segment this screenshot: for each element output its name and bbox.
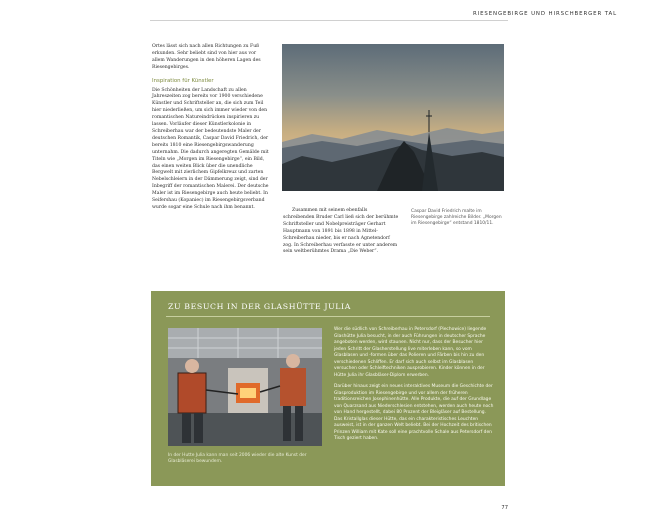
intro-paragraph: Ortes lässt sich nach allen Richtungen zu Fuß erkunden. Sehr beliebt sind von hier aus vor allem Wanderungen in den höheren Lagen des Riesengebirges. xyxy=(152,44,261,70)
middle-paragraph: Zusammen mit seinem ebenfalls schreibenden Bruder Carl ließ sich der berühmte Schriftsteller und Nobelpreisträger Gerhart Hauptmann von 1891 bis 1898 in Mittel-Schreiberhau nieder, bis er nach Agnetendorf zog. In Schreiberhau verfasste er unter anderem sein weltberühmtes Drama „Die Weber“. xyxy=(283,208,399,255)
feature-box-text xyxy=(334,327,494,448)
running-header: RIESENGEBIRGE UND HIRSCHBERGER TAL xyxy=(472,11,617,17)
body-paragraph: Die Schönheiten der Landschaft zu allen Jahreszeiten zog bereits vor 1900 verschiedene Künstler und Schriftsteller an, die sich zum Teil hier niederließen, um sich immer wieder von den romantischen Natureindrücken inspirieren zu lassen. Vorläufer dieser Künstlerkolonie in Schreiberhau war der bedeutendste Maler der deutschen Romantik, Caspar David Friedrich, der bereits 1810 eine Riesengebirgswanderung unternahm. Die dadurch angeregten Gemälde mit Titeln wie „Morgen im Riesengebirge“, ein Bild, das einen weiten Blick über die unendliche Bergwelt mit zierlichem Gipfelkreuz und zarten Nebelschleiern in der Dämmerung zeigt, sind der Inbegriff der romantischen Malerei. Der deutsche Maler ist im Riesengebirge auch heute beliebt. In Seifershau (Kopaniec) im Riesengebirgsverband wurde sogar eine Schule nach ihm benannt. xyxy=(152,87,269,210)
page-number: 77 xyxy=(501,505,508,511)
painting-image xyxy=(282,44,504,191)
feature-paragraph: Wer die südlich von Schreiberhau in Petersdorf (Piechowice) liegende Glashütte Julia besucht, in der auch Führungen in deutscher Sprache angeboten werden, wird staunen. Nicht nur, dass der Besucher hier jeden Schritt der Glasherstellung live miterleben kann, so vom Glasblasen und -formen über das Polieren und Färben bis hin zu den verschiedenen Schliffen. Er darf sich auch selbst im Glasblasen versuchen oder Schleiftechniken ausprobieren. Kinder können in der Hütte Julia ihr Glasbläser-Diplom erwerben. xyxy=(334,327,487,378)
left-column xyxy=(152,44,270,212)
feature-paragraph: Darüber hinaus zeigt ein neues interaktives Museum die Geschichte der Glasproduktion im Riesengebirge und vor allem der früheren traditionsreichen Josephinenhütte. Alle Produkte, die auf der Grundlage von Quarzsand aus Niederschlesien entstehen, werden auch heute noch von Hand hergestellt, dabei 80 Prozent der Bleigläser auf Bestellung. Das Kristallglas dieser Hütte, das ein charakteristisches Leuchten ausweist, ist in der ganzen Welt beliebt. Bei der Hochzeit des britischen Prinzen William mit Kate soll eine prachtvolle Schale aus Petersdorf den Tisch geziert haben. xyxy=(334,384,494,441)
header-divider xyxy=(150,20,508,21)
feature-box-divider xyxy=(166,316,490,317)
glassworks-photo xyxy=(168,328,322,446)
glassworks-caption: In der Hutte Julia kann man seit 2006 wieder die alte Kunst der Glasbläserei bewundern. xyxy=(168,453,307,465)
feature-box xyxy=(151,291,505,486)
painting-caption: Caspar David Friedrich malte im Riesengebirge zahlreiche Bilder. „Morgen im Riesengebirge“ entstand 1810/11. xyxy=(411,209,502,227)
section-subheading: Inspiration für Künstler xyxy=(152,77,214,84)
mountain-painting-illustration xyxy=(282,44,504,191)
feature-box-title: ZU BESUCH IN DER GLASHÜTTE JULIA xyxy=(168,302,351,311)
glassblowers-illustration xyxy=(168,328,322,446)
middle-column xyxy=(283,208,400,256)
